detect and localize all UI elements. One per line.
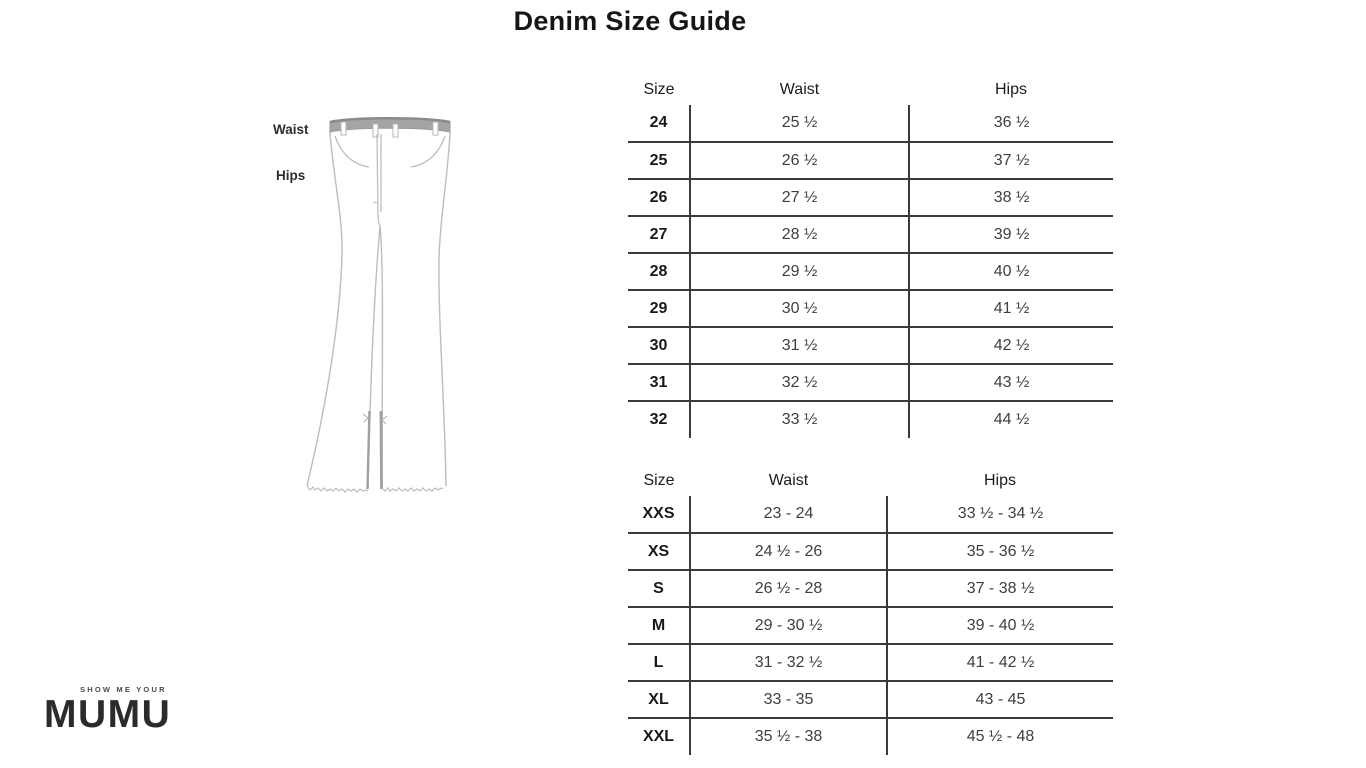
table-row: [628, 253, 1113, 290]
right-frayed-hem: [382, 488, 443, 491]
table-row: [628, 570, 1113, 607]
waist-cell: 25 ½: [690, 105, 909, 142]
logo-tagline: SHOW ME YOUR: [80, 685, 167, 694]
header-row: [628, 466, 1113, 496]
hips-cell: 44 ½: [909, 401, 1113, 438]
size-cell: XS: [628, 533, 690, 570]
size-cell: 29: [628, 290, 690, 327]
size-cell: XL: [628, 681, 690, 718]
table-row: [628, 327, 1113, 364]
table-row: [628, 179, 1113, 216]
size-cell: XXL: [642, 728, 675, 745]
hips-cell: 39 ½: [909, 216, 1113, 253]
size-cell: 32: [649, 411, 668, 428]
column-header-waist: Waist: [779, 81, 820, 98]
jeans-left-outer-seam: [307, 132, 342, 486]
waist-cell: 29 - 30 ½: [690, 607, 887, 644]
column-header-hips: Hips: [983, 472, 1016, 489]
waist-cell: 27 ½: [690, 179, 909, 216]
hips-cell: 35 - 36 ½: [887, 533, 1113, 570]
column-header-size: Size: [643, 81, 675, 98]
waist-cell: 24 ½ - 26: [690, 533, 887, 570]
waist-label: Waist: [273, 122, 309, 137]
waist-cell: 31 ½: [690, 327, 909, 364]
size-cell: L: [628, 644, 690, 681]
brand-logo: [44, 683, 244, 753]
size-cell: XXS: [628, 496, 690, 533]
jeans-illustration: [300, 106, 475, 501]
hips-label: Hips: [276, 168, 306, 183]
size-cell: M: [628, 607, 690, 644]
hips-cell: 33 ½ - 34 ½: [887, 496, 1113, 533]
waist-cell: 33 ½: [690, 401, 909, 438]
logo-brand: MUMU: [44, 693, 172, 736]
table-row: [628, 681, 1113, 718]
inner-seam-shadow-left: [368, 411, 370, 489]
right-pocket-curve: [411, 136, 445, 167]
fly-seam: [377, 134, 380, 226]
column-header-size: Size: [643, 472, 675, 489]
size-cell: 27: [628, 216, 690, 253]
hips-cell: 39 - 40 ½: [887, 607, 1113, 644]
inner-seam-shadow-right: [381, 411, 382, 489]
hips-cell: 38 ½: [909, 179, 1113, 216]
alpha-size-table: [628, 466, 1113, 755]
size-cell: 24: [628, 105, 690, 142]
waist-cell: 35 ½ - 38: [690, 718, 887, 755]
table-row: [628, 105, 1113, 142]
waist-cell: 33 - 35: [690, 681, 887, 718]
waist-cell: 32 ½: [690, 364, 909, 401]
table-row: [628, 401, 1113, 438]
hips-cell: 41 - 42 ½: [887, 644, 1113, 681]
size-cell: S: [628, 570, 690, 607]
jeans-right-outer-seam: [439, 132, 450, 486]
left-frayed-hem: [307, 486, 368, 492]
table-row: [628, 644, 1113, 681]
jeans-left-inner-seam: [368, 226, 380, 488]
hips-cell: 37 ½: [909, 142, 1113, 179]
left-leg-notch: [363, 414, 368, 422]
size-cell: 25: [628, 142, 690, 179]
waist-cell: 29 ½: [690, 253, 909, 290]
size-cell: 30: [628, 327, 690, 364]
table-row: [628, 142, 1113, 179]
hips-cell: 43 - 45: [887, 681, 1113, 718]
waist-cell: 26 ½ - 28: [690, 570, 887, 607]
hips-cell: 40 ½: [909, 253, 1113, 290]
hips-cell: 43 ½: [909, 364, 1113, 401]
table-row: [628, 290, 1113, 327]
left-pocket-curve: [335, 136, 369, 167]
table-row: [628, 496, 1113, 533]
hips-cell: 45 ½ - 48: [887, 718, 1113, 755]
size-cell: 31: [628, 364, 690, 401]
hips-cell: 42 ½: [909, 327, 1113, 364]
numeric-size-table: [628, 75, 1113, 438]
table-row: [628, 364, 1113, 401]
waist-cell: 28 ½: [690, 216, 909, 253]
table-row: [628, 216, 1113, 253]
waist-cell: 30 ½: [690, 290, 909, 327]
table-row: [628, 718, 1113, 755]
table-row: [628, 533, 1113, 570]
waist-cell: 26 ½: [690, 142, 909, 179]
header-row: [628, 75, 1113, 105]
table-row: [628, 607, 1113, 644]
waist-cell: 23 - 24: [690, 496, 887, 533]
column-header-waist: Waist: [768, 472, 809, 489]
size-cell: 26: [628, 179, 690, 216]
size-cell: 28: [628, 253, 690, 290]
hips-cell: 36 ½: [909, 105, 1113, 142]
hips-cell: 37 - 38 ½: [887, 570, 1113, 607]
waist-cell: 31 - 32 ½: [690, 644, 887, 681]
page-title: Denim Size Guide: [513, 6, 747, 36]
hips-cell: 41 ½: [909, 290, 1113, 327]
column-header-hips: Hips: [994, 81, 1027, 98]
